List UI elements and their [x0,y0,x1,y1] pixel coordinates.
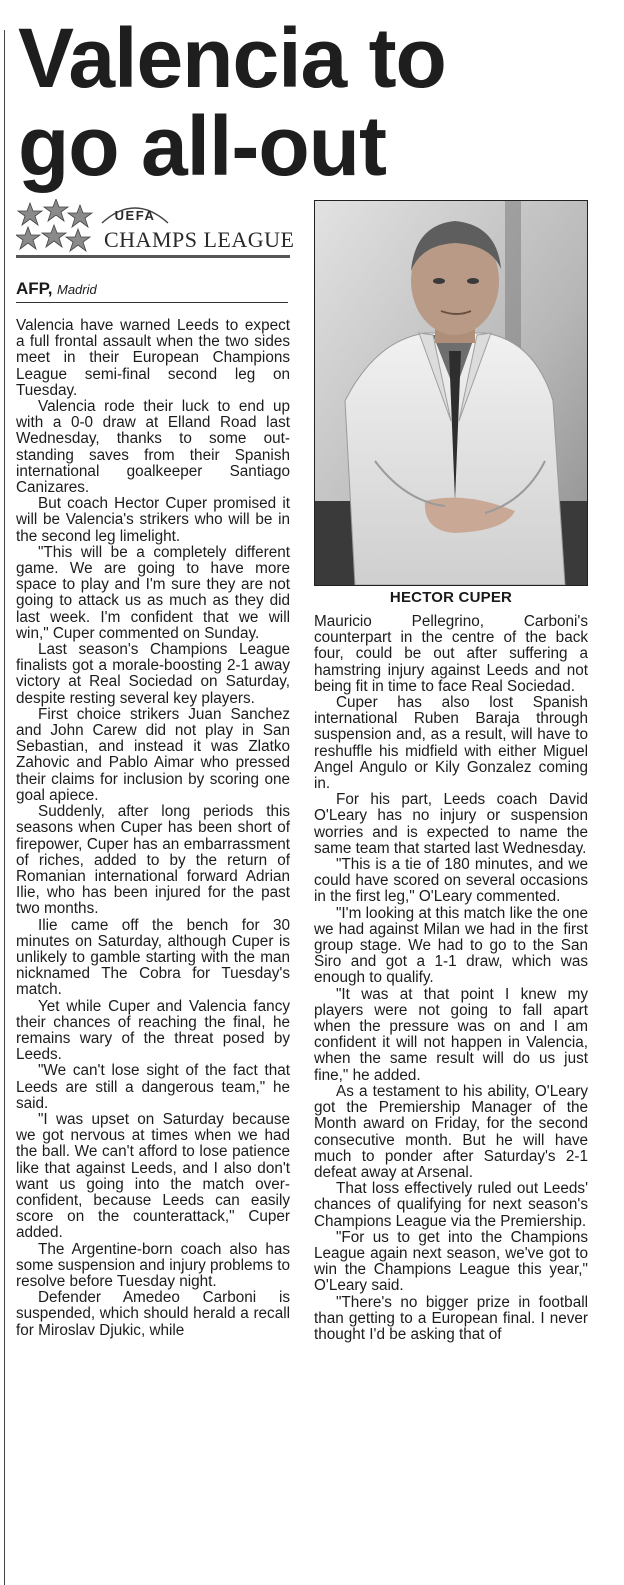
article-paragraph: But coach Hector Cuper promised it will be Valencia's strikers who will be in the second leg limelight. [16,495,290,545]
byline-rule [16,302,288,303]
article-paragraph: "I'm looking at this match like the one we had against Milan we had in the first group stage. We had to go to the San Siro and got a 1-1 draw, which was enough to qualify. [314,904,588,987]
article-paragraph: Suddenly, after long periods this seasons when Cuper has been short of firepower, Cuper has an embarrassment of riches, added to by the return of Romanian international forward Adrian Ilie, who has been injured for the past two months. [16,803,290,918]
article-paragraph: "This is a tie of 180 minutes, and we could have scored on several occasions in the first leg," O'Leary commented. [314,856,588,906]
article-paragraph: Ilie came off the bench for 30 minutes on Saturday, although Cuper is unlikely to gamble starting with the man nicknamed The Cobra for Tuesday's match. [16,916,290,999]
photo-caption: HECTOR CUPER [389,589,513,606]
hector-cuper-photo [314,200,588,586]
champs-league-label: CHAMPS LEAGUE [104,227,295,252]
byline [16,279,288,299]
article-paragraph: "It was at that point I knew my players were not going to fall apart when the pressure was on and I am confident it will not happen in Valencia, when the same result will do us just fine," he added. [314,985,588,1084]
portrait-image [315,201,587,585]
article-paragraph: That loss effectively ruled out Leeds' chances of qualifying for next season's Champions League via the Premiership. [314,1180,588,1230]
article-paragraph: "This will be a completely different game. We are going to have more space to play and I'm sure they are not going to attack us as much as they did last week. I'm confident that we will win," Cuper commented on Sunday. [16,543,290,642]
article-paragraph: Last season's Champions League finalists got a morale-boosting 2-1 away victory at Real Sociedad on Saturday, despite resting several key players. [16,641,290,707]
article-paragraph: "There's no bigger prize in football than getting to a European final. I never thought I'd be asking that of [314,1293,588,1343]
article-paragraph: Cuper has also lost Spanish international Ruben Baraja through suspension and, as a result, will have to reshuffle his midfield with either Miguel Angel Angulo or Kily Gonzalez coming in. [314,694,588,793]
article-paragraph: First choice strikers Juan Sanchez and John Carew did not play in San Sebastian, and instead it was Zlatko Zahovic and Pablo Aimar who pressed their claims for inclusion by scoring one goal apiece. [16,705,290,804]
article-paragraph: For his part, Leeds coach David O'Leary has no injury or suspension worries and is expected to name the same team that started last Wednesday. [314,791,588,857]
article-paragraph: "I was upset on Saturday because we got nervous at times when we had the ball. We can't afford to lose patience like that against Leeds, and I also don't want us going into the match overconfident, because Leeds can easily score on the counterattack," Cuper added. [16,1110,290,1242]
uefa-label: UEFA [114,208,156,223]
headline-line-2: go all-out [18,99,386,193]
article-left-column [16,318,290,1339]
column-edge-rule [4,30,5,1585]
champions-league-kicker [16,197,295,263]
article-paragraph: Valencia rode their luck to end up with a 0-0 draw at Elland Road last Wednesday, thanks to some outstanding saves from their Spanish international goalkeeper Santiago Canizares. [16,398,290,497]
article-paragraph: "For us to get into the Champions League again next season, we've got to win the Champions League this year," O'Leary said. [314,1228,588,1295]
article-paragraph: Yet while Cuper and Valencia fancy their chances of reaching the final, he remains wary of the threat posed by Leeds. [16,997,290,1064]
article-paragraph: Valencia have warned Leeds to expect a full frontal assault when the two sides meet in their European Champions League semi-final second leg on Tuesday. [16,317,290,399]
kicker-underline [16,255,290,258]
article-paragraph: As a testament to his ability, O'Leary got the Premiership Manager of the Month award on Friday, for the second consecutive month. But he will have much to ponder after Saturday's 2-1 defeat away at Arsenal. [314,1082,588,1181]
uefa-arc-lettering [96,199,174,225]
article-paragraph: "We can't lose sight of the fact that Leeds are still a dangerous team," he said. [16,1062,290,1112]
article-paragraph: Mauricio Pellegrino, Carboni's counterpart in the centre of the back four, could be out after suffering a hamstring injury against Leeds and not being fit in time to face Real Sociedad. [314,613,588,695]
headline [18,11,618,193]
headline-line-1: Valencia to [18,11,446,105]
article-paragraph: Defender Amedeo Carboni is suspended, which should herald a recall for Miroslav Djukic, while [16,1289,290,1339]
byline-place: Madrid [57,282,97,297]
article-paragraph: The Argentine-born coach also has some suspension and injury problems to resolve before Tuesday night. [16,1240,290,1290]
champions-league-starball-icon [16,199,96,255]
byline-agency: AFP, [16,279,53,298]
article-right-column [314,614,588,1343]
